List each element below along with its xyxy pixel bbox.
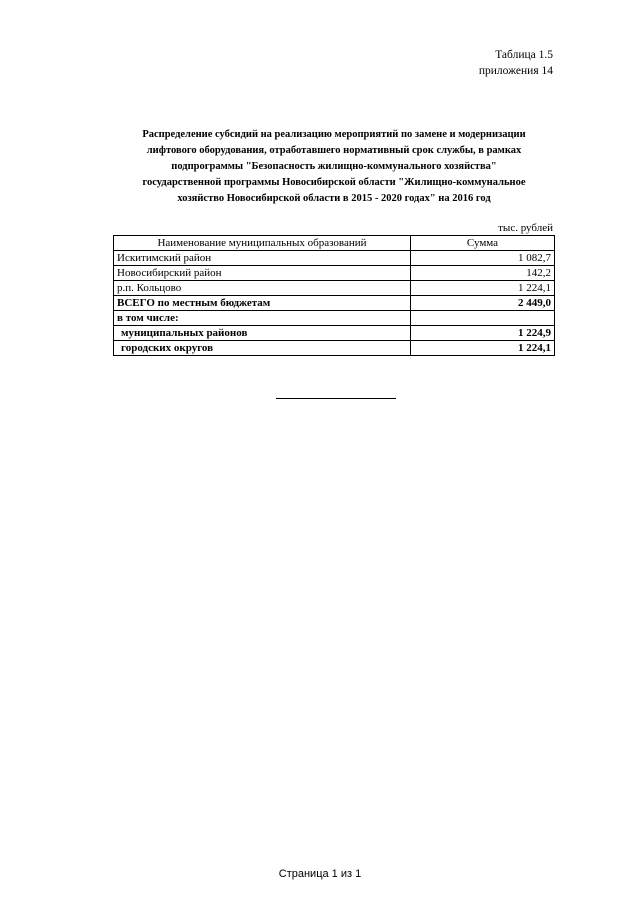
- title-line: подпрограммы "Безопасность жилищно-коммунального хозяйства": [171, 161, 497, 172]
- row-sum: 1 224,1: [411, 281, 555, 296]
- table-number-label: Таблица 1.5: [495, 49, 553, 61]
- units-label: тыс. рублей: [498, 222, 553, 234]
- row-name: городских округов: [114, 341, 411, 356]
- row-name: Искитимский район: [114, 251, 411, 266]
- table-row: [114, 281, 555, 296]
- subtotal-row: [114, 326, 555, 341]
- table-header-row: [114, 236, 555, 251]
- column-header-name: Наименование муниципальных образований: [114, 236, 411, 251]
- subheading-row: [114, 311, 555, 326]
- title-line: Распределение субсидий на реализацию мероприятий по замене и модернизации: [142, 129, 526, 140]
- row-name: Новосибирский район: [114, 266, 411, 281]
- row-name: ВСЕГО по местным бюджетам: [114, 296, 411, 311]
- row-name: муниципальных районов: [114, 326, 411, 341]
- column-header-sum: Сумма: [411, 236, 555, 251]
- subsidy-table: [113, 235, 555, 356]
- subtotal-row: [114, 341, 555, 356]
- total-row: [114, 296, 555, 311]
- title-line: государственной программы Новосибирской области "Жилищно-коммунальное: [142, 177, 526, 188]
- row-name: в том числе:: [114, 311, 411, 326]
- table-row: [114, 266, 555, 281]
- separator-line: [276, 398, 396, 399]
- title-line: лифтового оборудования, отработавшего нормативный срок службы, в рамках: [146, 145, 522, 156]
- table-row: [114, 251, 555, 266]
- row-name: р.п. Кольцово: [114, 281, 411, 296]
- row-sum: 1 224,1: [411, 341, 555, 356]
- row-sum: 142,2: [411, 266, 555, 281]
- row-sum: 2 449,0: [411, 296, 555, 311]
- page-number: Страница 1 из 1: [278, 868, 362, 880]
- appendix-label: приложения 14: [478, 65, 553, 77]
- title-line: хозяйство Новосибирской области в 2015 - 2020 годах" на 2016 год: [177, 193, 491, 204]
- document-title: [112, 127, 556, 207]
- document-header: [479, 47, 553, 79]
- row-sum: 1 224,9: [411, 326, 555, 341]
- row-sum: 1 082,7: [411, 251, 555, 266]
- row-sum: [411, 311, 555, 326]
